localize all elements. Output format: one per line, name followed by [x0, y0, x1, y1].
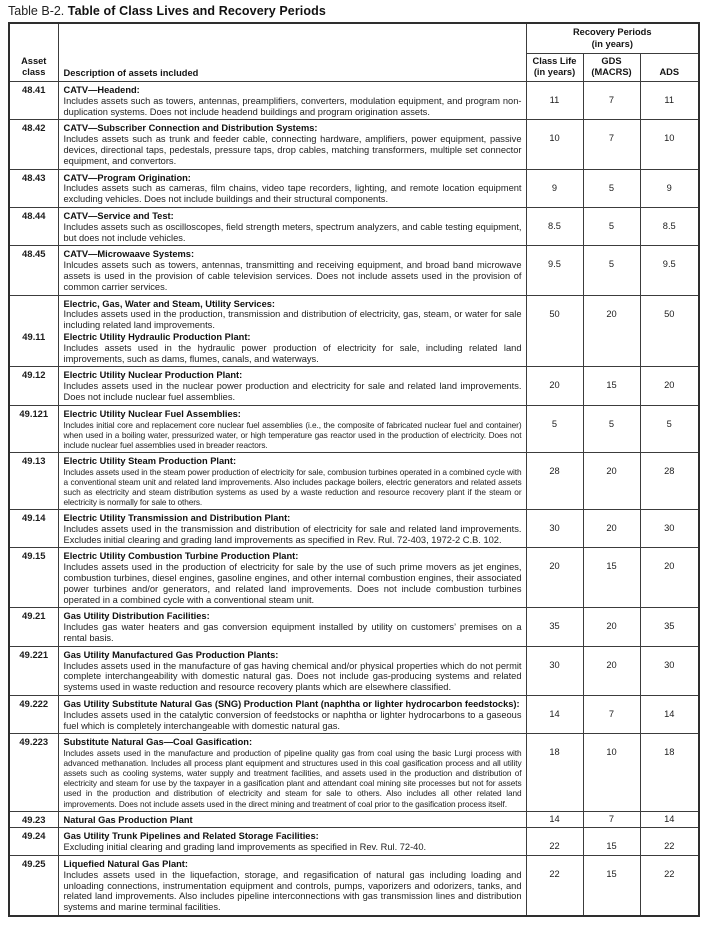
gds-value: 15 — [583, 367, 640, 405]
description-text: Includes assets such as towers, antennas, preamplifiers, converters, modulation equipment, and program non-duplication systems. Does not include headend buildings and program origination assets. — [63, 95, 522, 117]
header-gds-line2: (MACRS) — [591, 67, 632, 77]
asset-class-cell — [9, 120, 58, 169]
asset-class-number: 49.11 — [22, 330, 46, 342]
header-class-life-line2: (in years) — [533, 67, 576, 77]
ads-value: 5 — [640, 405, 699, 452]
gds-value: 5 — [583, 246, 640, 295]
description-heading: Gas Utility Substitute Natural Gas (SNG) Production Plant (naphtha or lighter hydrocarbon feedstocks): — [63, 698, 520, 709]
table-row — [9, 695, 699, 733]
asset-class-cell — [9, 207, 58, 245]
asset-class-number: 49.15 — [22, 550, 46, 562]
asset-class-cell — [9, 646, 58, 695]
asset-class-number: 48.44 — [22, 209, 46, 221]
description-text: Includes assets such as cameras, film chains, video tape recorders, lighting, and remote location equipment excluding vehicles. Does not include buildings and their structural components. — [63, 183, 522, 205]
ads-value: 11 — [640, 82, 699, 120]
description-heading: Liquefied Natural Gas Plant: — [63, 859, 188, 870]
description-heading: Gas Utility Distribution Facilities: — [63, 611, 210, 622]
asset-class-cell — [9, 856, 58, 916]
class-life-value: 22 — [526, 856, 583, 916]
class-life-value: 9.5 — [526, 246, 583, 295]
description-cell — [58, 509, 526, 547]
class-life-value: 9 — [526, 169, 583, 207]
asset-class-number: 49.21 — [22, 610, 46, 622]
description-cell — [58, 608, 526, 646]
asset-class-number: 49.12 — [22, 369, 46, 381]
asset-class-cell — [9, 367, 58, 405]
ads-value: 30 — [640, 509, 699, 547]
description-heading: Substitute Natural Gas—Coal Gasification: — [63, 737, 253, 748]
asset-class-cell — [9, 695, 58, 733]
description-text: Inlcudes assets such as towers, antennas, transmitting and receiving equipment, and broad band microwave assets is used in the provision of cable television services. Does not include assets used in the provision of common carrier services. — [63, 260, 522, 292]
table-row — [9, 828, 699, 856]
table-title-text: Table of Class Lives and Recovery Periods — [67, 4, 326, 18]
description-heading: Electric Utility Nuclear Production Plant: — [63, 370, 243, 381]
gds-value: 20 — [583, 452, 640, 509]
gds-value: 15 — [583, 828, 640, 856]
table-row — [9, 548, 699, 608]
asset-class-cell — [9, 295, 58, 367]
description-heading: Electric Utility Hydraulic Production Plant: — [63, 331, 251, 342]
header-class-life — [526, 54, 583, 82]
asset-class-cell — [9, 608, 58, 646]
header-recovery-periods-line2: (in years) — [591, 38, 633, 49]
description-heading: CATV—Subscriber Connection and Distribution Systems: — [63, 123, 318, 134]
ads-value: 14 — [640, 695, 699, 733]
table-title-prefix: Table B-2. — [8, 4, 65, 18]
class-life-value: 10 — [526, 120, 583, 169]
description-text: Includes assets used in the catalytic conversion of feedstocks or naphtha or lighter hydrocarbons to a gaseous fuel which is completely interchangeable with domestic natural gas. — [63, 709, 522, 731]
asset-class-number: 49.25 — [22, 858, 46, 870]
description-cell — [58, 120, 526, 169]
class-life-value: 14 — [526, 695, 583, 733]
ads-value: 9 — [640, 169, 699, 207]
description-heading: Electric Utility Nuclear Fuel Assemblies: — [63, 408, 241, 419]
header-description: Description of assets included — [58, 23, 526, 82]
description-heading: CATV—Program Origination: — [63, 172, 191, 183]
table-row — [9, 811, 699, 828]
table-row — [9, 734, 699, 811]
header-ads: ADS — [640, 54, 699, 82]
gds-value: 20 — [583, 295, 640, 367]
description-heading: Electric Utility Steam Production Plant: — [63, 455, 237, 466]
gds-value: 20 — [583, 646, 640, 695]
table-row — [9, 856, 699, 916]
description-cell — [58, 734, 526, 811]
asset-class-number: 48.42 — [22, 122, 46, 134]
asset-class-cell — [9, 246, 58, 295]
ads-value: 8.5 — [640, 207, 699, 245]
asset-class-number: 49.223 — [19, 736, 49, 748]
description-cell — [58, 811, 526, 828]
description-cell — [58, 695, 526, 733]
ads-value: 20 — [640, 367, 699, 405]
class-lives-table — [8, 22, 700, 917]
gds-value: 7 — [583, 82, 640, 120]
table-row — [9, 246, 699, 295]
description-cell — [58, 452, 526, 509]
description-text: Includes assets such as trunk and feeder cable, connecting hardware, amplifiers, power equipment, passive devices, directional taps, pedestals, pressure taps, drop cables, matching transformers, multiple set connector equipment, and convertors. — [63, 134, 522, 166]
class-life-value: 20 — [526, 367, 583, 405]
description-text: Includes initial core and replacement core nuclear fuel assemblies (i.e., the composite of fabricated nuclear fuel and container) when used in a boiling water, pressurized water, or high temperature gas reactor used in the production of electricity. Does not include nuclear fuel assemblies used in breader reactors. — [63, 419, 522, 450]
header-asset-class: Asset class — [9, 23, 58, 82]
description-cell — [58, 548, 526, 608]
description-cell — [58, 405, 526, 452]
asset-class-number: 49.221 — [19, 648, 49, 660]
header-gds-line1: GDS — [601, 56, 622, 66]
ads-value: 35 — [640, 608, 699, 646]
table-row — [9, 452, 699, 509]
description-text: Includes gas water heaters and gas conversion equipment installed by utility on customers’ premises on a rental basis. — [63, 622, 522, 643]
table-header — [9, 23, 699, 82]
ads-value: 20 — [640, 548, 699, 608]
description-text: Includes assets used in the nuclear power production and electricity for sale and related land improvements. Does not include nuclear fuel assemblies. — [63, 381, 522, 402]
asset-class-cell — [9, 509, 58, 547]
asset-class-number: 48.41 — [22, 84, 46, 95]
ads-value: 22 — [640, 828, 699, 856]
table-body — [9, 82, 699, 917]
asset-class-cell — [9, 405, 58, 452]
gds-value: 15 — [583, 548, 640, 608]
description-cell — [58, 646, 526, 695]
asset-class-cell — [9, 828, 58, 856]
description-text: Includes assets used in the hydraulic power production of electricity for sale, including related land improvements, such as dams, flumes, canals, and waterways. — [63, 342, 522, 364]
table-row — [9, 509, 699, 547]
description-heading: Natural Gas Production Plant — [63, 814, 193, 825]
ads-value: 22 — [640, 856, 699, 916]
description-text: Includes assets such as oscilloscopes, field strength meters, spectrum analyzers, and cable testing equipment, but does not include vehicles. — [63, 221, 522, 243]
class-life-value: 20 — [526, 548, 583, 608]
description-heading: Electric Utility Transmission and Distribution Plant: — [63, 512, 291, 523]
description-text: Includes assets used in the transmission and distribution of electricity for sale and related land improvements. Excludes initial clearing and grading land improvements as specified in Rev. Rul. 72-403, 1972-2 C.B. 102. — [63, 523, 522, 545]
description-text: Includes assets used in the liquefaction, storage, and regasification of natural gas including loading and unloading connections, instrumentation equipment and controls, pumps, vaporizers and odorizers, tanks, and related land improvements. Also includes pipeline interconnections with gas transmission lines and distribution systems and marine terminal facilities. — [63, 869, 522, 913]
table-title — [8, 4, 698, 18]
ads-value: 9.5 — [640, 246, 699, 295]
class-life-value: 50 — [526, 295, 583, 367]
table-row — [9, 295, 699, 367]
table-row — [9, 120, 699, 169]
header-class-life-line1: Class Life — [532, 56, 577, 66]
description-text: Includes assets used in the steam power production of electricity for sale, combusion turbines operated in a combined cycle with a conventional steam unit and related land improvements. Also includes package boilers, electric generators and related assets such as electricity and steam distribution systems as used by a waste reduction and resource recovery plant if the steam or electricity is normally for sale to others. — [63, 466, 522, 507]
description-heading: CATV—Microwaave Systems: — [63, 249, 195, 260]
gds-value: 20 — [583, 509, 640, 547]
description-cell — [58, 856, 526, 916]
ads-value: 50 — [640, 295, 699, 367]
ads-value: 18 — [640, 734, 699, 811]
ads-value: 14 — [640, 811, 699, 828]
description-heading: Electric, Gas, Water and Steam, Utility Services: — [63, 298, 276, 309]
description-text: Includes assets used in the production of electricity for sale by the use of such prime movers as jet engines, combustion turbines, diesel engines, gasoline engines, and other internal combustion engines, their associated power turbines and/or generators, and related land improvements. Does not include combustion turbines operated in a combined cycle with a conventional steam unit. — [63, 562, 522, 605]
asset-class-number: 49.13 — [22, 454, 46, 466]
header-recovery-periods — [526, 23, 699, 54]
asset-class-cell — [9, 811, 58, 828]
gds-value: 20 — [583, 608, 640, 646]
asset-class-number: 48.43 — [22, 171, 46, 183]
description-cell — [58, 82, 526, 120]
gds-value: 7 — [583, 120, 640, 169]
ads-value: 28 — [640, 452, 699, 509]
description-cell — [58, 169, 526, 207]
asset-class-number: 49.14 — [22, 511, 46, 523]
class-life-value: 22 — [526, 828, 583, 856]
class-life-value: 5 — [526, 405, 583, 452]
gds-value: 5 — [583, 207, 640, 245]
gds-value: 7 — [583, 811, 640, 828]
description-cell — [58, 367, 526, 405]
class-life-value: 35 — [526, 608, 583, 646]
table-row — [9, 646, 699, 695]
description-text: Excluding initial clearing and grading land improvements as specified in Rev. Rul. 72-40. — [63, 842, 427, 853]
header-gds — [583, 54, 640, 82]
asset-class-cell — [9, 548, 58, 608]
description-heading: Electric Utility Combustion Turbine Production Plant: — [63, 551, 299, 562]
table-row — [9, 82, 699, 120]
asset-class-cell — [9, 734, 58, 811]
gds-value: 15 — [583, 856, 640, 916]
description-cell — [58, 828, 526, 856]
table-row — [9, 608, 699, 646]
description-cell — [58, 207, 526, 245]
asset-class-number: 49.121 — [19, 407, 49, 419]
table-row — [9, 367, 699, 405]
class-life-value: 11 — [526, 82, 583, 120]
description-heading: Gas Utility Trunk Pipelines and Related Storage Facilities: — [63, 831, 319, 842]
description-heading: CATV—Service and Test: — [63, 210, 174, 221]
gds-value: 10 — [583, 734, 640, 811]
asset-class-number: 49.23 — [22, 813, 46, 825]
ads-value: 30 — [640, 646, 699, 695]
class-life-value: 18 — [526, 734, 583, 811]
class-life-value: 14 — [526, 811, 583, 828]
asset-class-cell — [9, 169, 58, 207]
asset-class-cell — [9, 452, 58, 509]
class-life-value: 30 — [526, 509, 583, 547]
description-text: Includes assets used in the manufacture of gas having chemical and/or physical properties which do not permit complete interchangeability with domestic natural gas. Does not include gas-producing systems and related systems used in waste reduction and resource recovery plants which are elsewhere classified. — [63, 660, 522, 693]
class-life-value: 30 — [526, 646, 583, 695]
asset-class-cell — [9, 82, 58, 120]
ads-value: 10 — [640, 120, 699, 169]
asset-class-number: 48.45 — [22, 248, 46, 260]
gds-value: 7 — [583, 695, 640, 733]
table-row — [9, 169, 699, 207]
description-cell — [58, 246, 526, 295]
gds-value: 5 — [583, 169, 640, 207]
class-life-value: 28 — [526, 452, 583, 509]
asset-class-number: 49.222 — [19, 697, 49, 709]
class-life-value: 8.5 — [526, 207, 583, 245]
gds-value: 5 — [583, 405, 640, 452]
table-row — [9, 405, 699, 452]
description-text: Includes assets used in the manufacture and production of pipeline quality gas from coal using the basic Lurgi process with advanced methanation. Includes all process plant equipment and structures used in this coal gasification process and all utility assets such as cooling systems, water supply and treatment facilities, and assets used in the production and distribution of electricity and steam for use by the taxpayer in a gasification plant and attendant coal mining site processes but not for assets used in the production and distribution of electricity and steam for sale to others. Also includes all other related land improvements. Does not include assets used in the direct mining and treatment of coal prior to the gasification process itself. — [63, 748, 522, 809]
description-heading: CATV—Headend: — [63, 85, 140, 95]
description-text: Includes assets used in the production, transmission and distribution of electricity, gas, steam, or water for sale including related land improvements. — [63, 309, 522, 331]
description-heading: Gas Utility Manufactured Gas Production Plants: — [63, 649, 279, 660]
header-recovery-periods-line1: Recovery Periods — [572, 27, 652, 37]
description-cell — [58, 295, 526, 367]
asset-class-number: 49.24 — [22, 830, 46, 842]
table-row — [9, 207, 699, 245]
